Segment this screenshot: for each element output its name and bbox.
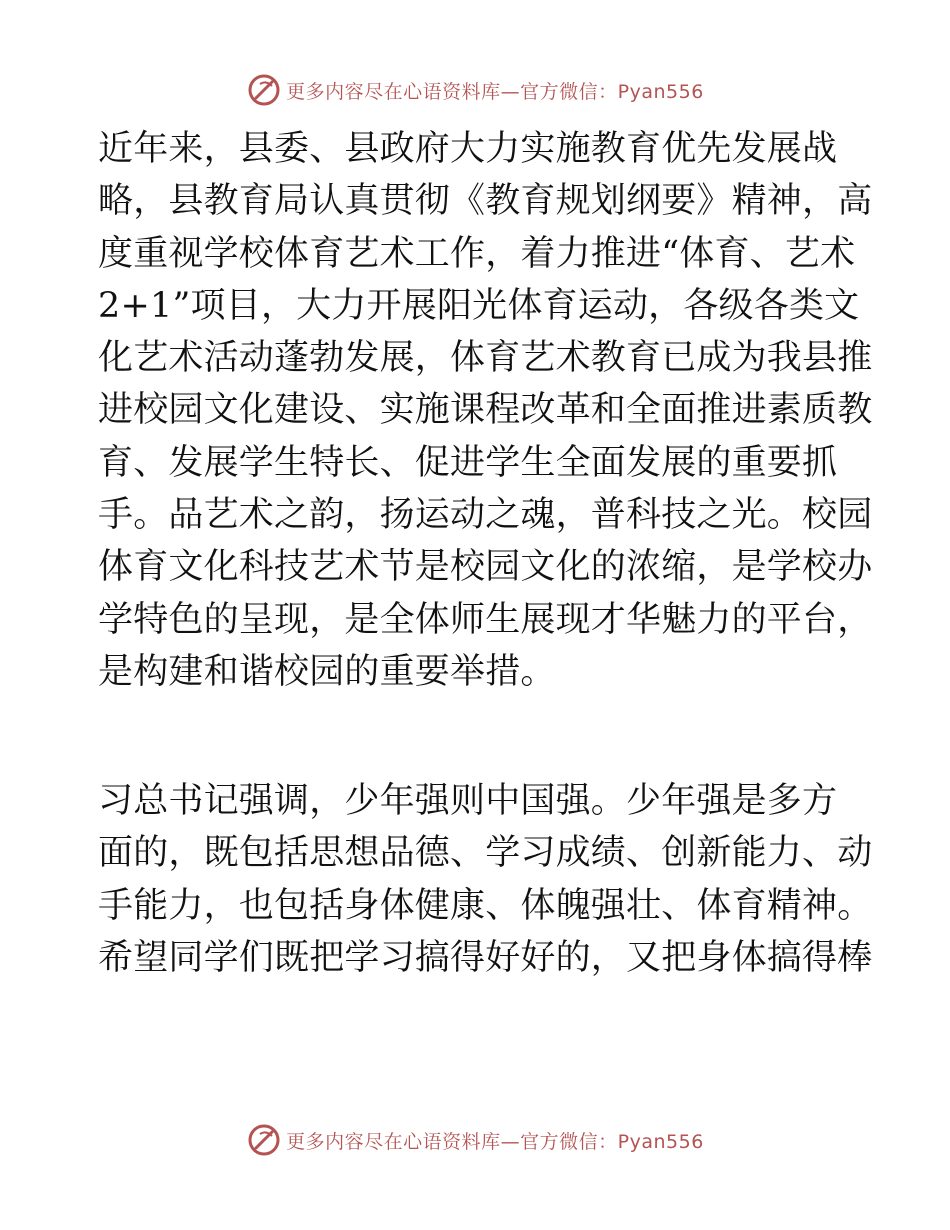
paragraph-line: 面的，既包括思想品德、学习成绩、创新能力、动 [98,833,873,874]
logo-icon [246,72,282,108]
header-text: 更多内容尽在心语资料库—官方微信：Pyan556 [286,80,704,103]
page-footer [0,1120,950,1160]
paragraph-line: 近年来，县委、县政府大力实施教育优先发展战 [98,129,838,169]
page-header [0,70,950,110]
paragraph-line: 体育文化科技艺术节是校园文化的浓缩，是学校办 [98,547,873,588]
paragraph-line: 化艺术活动蓬勃发展，体育艺术教育已成为我县推 [98,338,873,379]
paragraph-line: 略，县教育局认真贯彻《教育规划纲要》精神，高 [98,181,873,222]
paragraph-line: 是构建和谐校园的重要举措。 [98,651,556,692]
paragraph-line: 希望同学们既把学习搞得好好的，又把身体搞得棒 [98,937,873,978]
paragraph-line: 学特色的呈现，是全体师生展现才华魅力的平台， [98,599,873,640]
paragraph-line: 进校园文化建设、实施课程改革和全面推进素质教 [98,390,873,431]
paragraph-line: 手。品艺术之韵，扬运动之魂，普科技之光。校园 [98,495,873,536]
paragraph-line: 度重视学校体育艺术工作，着力推进“体育、艺术 [98,233,856,274]
paragraph-2 [98,775,873,984]
logo-icon [246,1122,282,1158]
paragraph-line: 2+1”项目，大力开展阳光体育运动，各级各类文 [98,285,860,326]
footer-text: 更多内容尽在心语资料库—官方微信：Pyan556 [286,1130,704,1153]
paragraph-line: 习总书记强调，少年强则中国强。少年强是多方 [98,781,838,821]
paragraph-line: 育、发展学生特长、促进学生全面发展的重要抓 [98,442,838,483]
paragraph-1 [98,123,873,698]
paragraph-line: 手能力，也包括身体健康、体魄强壮、体育精神。 [98,885,873,926]
